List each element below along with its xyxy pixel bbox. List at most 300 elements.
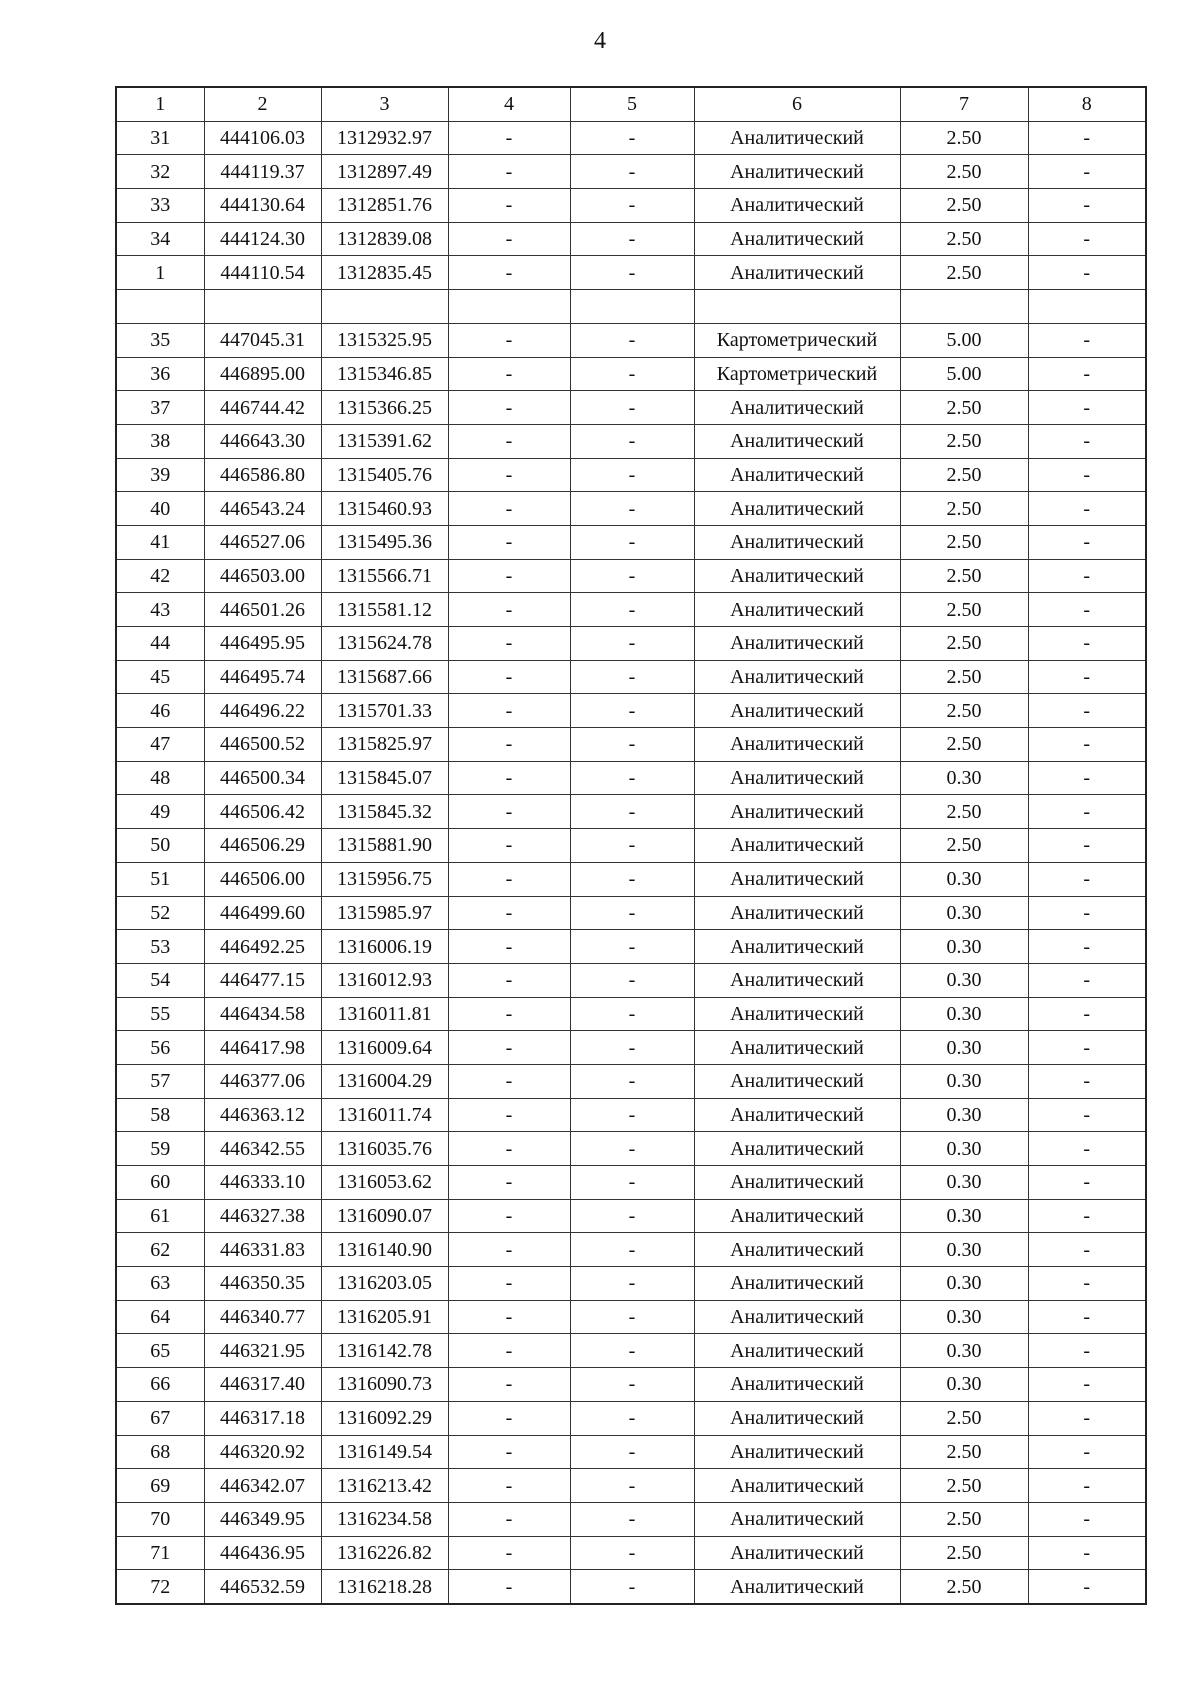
point-number-cell: 38 (116, 424, 204, 458)
accuracy-cell: 2.50 (900, 1435, 1028, 1469)
method-cell: Аналитический (694, 424, 900, 458)
accuracy-cell: 2.50 (900, 1401, 1028, 1435)
x-coordinate-cell: 446586.80 (204, 458, 321, 492)
method-cell: Аналитический (694, 121, 900, 155)
column-4-cell: - (448, 862, 570, 896)
x-coordinate-cell: 444110.54 (204, 256, 321, 290)
y-coordinate-cell: 1316149.54 (321, 1435, 448, 1469)
point-number-cell: 63 (116, 1267, 204, 1301)
accuracy-cell: 0.30 (900, 1233, 1028, 1267)
y-coordinate-cell: 1315405.76 (321, 458, 448, 492)
accuracy-cell: 2.50 (900, 256, 1028, 290)
point-number-cell: 68 (116, 1435, 204, 1469)
column-8-cell: - (1028, 1435, 1146, 1469)
column-5-cell: - (570, 1064, 694, 1098)
table-row (116, 1502, 1146, 1536)
column-8-cell: - (1028, 728, 1146, 762)
method-cell: Аналитический (694, 728, 900, 762)
point-number-cell: 59 (116, 1132, 204, 1166)
column-4-cell: - (448, 424, 570, 458)
x-coordinate-cell: 446436.95 (204, 1536, 321, 1570)
column-8-cell: - (1028, 391, 1146, 425)
method-cell: Аналитический (694, 458, 900, 492)
accuracy-cell: 2.50 (900, 121, 1028, 155)
x-coordinate-cell: 446501.26 (204, 593, 321, 627)
column-8-cell: - (1028, 862, 1146, 896)
column-4-cell: - (448, 694, 570, 728)
y-coordinate-cell: 1316203.05 (321, 1267, 448, 1301)
accuracy-cell: 2.50 (900, 155, 1028, 189)
accuracy-cell: 2.50 (900, 728, 1028, 762)
accuracy-cell (900, 290, 1028, 324)
column-4-cell: - (448, 1132, 570, 1166)
x-coordinate-cell: 446500.34 (204, 761, 321, 795)
y-coordinate-cell: 1315825.97 (321, 728, 448, 762)
accuracy-cell: 0.30 (900, 1199, 1028, 1233)
x-coordinate-cell: 446327.38 (204, 1199, 321, 1233)
column-header: 1 (116, 87, 204, 121)
accuracy-cell: 2.50 (900, 593, 1028, 627)
table-row (116, 1300, 1146, 1334)
column-4-cell: - (448, 357, 570, 391)
x-coordinate-cell: 446377.06 (204, 1064, 321, 1098)
accuracy-cell: 0.30 (900, 1334, 1028, 1368)
method-cell: Аналитический (694, 1502, 900, 1536)
column-header: 6 (694, 87, 900, 121)
accuracy-cell: 0.30 (900, 1064, 1028, 1098)
y-coordinate-cell: 1315391.62 (321, 424, 448, 458)
x-coordinate-cell: 446495.74 (204, 660, 321, 694)
x-coordinate-cell: 446317.18 (204, 1401, 321, 1435)
x-coordinate-cell: 444119.37 (204, 155, 321, 189)
point-number-cell: 70 (116, 1502, 204, 1536)
column-header: 4 (448, 87, 570, 121)
column-8-cell: - (1028, 323, 1146, 357)
y-coordinate-cell: 1315624.78 (321, 627, 448, 661)
method-cell: Аналитический (694, 1064, 900, 1098)
y-coordinate-cell: 1312839.08 (321, 222, 448, 256)
method-cell: Аналитический (694, 1469, 900, 1503)
accuracy-cell: 2.50 (900, 391, 1028, 425)
method-cell: Аналитический (694, 1435, 900, 1469)
table-row (116, 1031, 1146, 1065)
column-5-cell: - (570, 155, 694, 189)
table-body (116, 121, 1146, 1604)
table-row (116, 1401, 1146, 1435)
y-coordinate-cell: 1315566.71 (321, 559, 448, 593)
point-number-cell: 44 (116, 627, 204, 661)
column-header: 3 (321, 87, 448, 121)
column-5-cell: - (570, 728, 694, 762)
column-8-cell: - (1028, 121, 1146, 155)
point-number-cell: 64 (116, 1300, 204, 1334)
table-row (116, 424, 1146, 458)
method-cell: Аналитический (694, 930, 900, 964)
table-row (116, 1469, 1146, 1503)
column-4-cell: - (448, 1435, 570, 1469)
table-row (116, 694, 1146, 728)
point-number-cell: 52 (116, 896, 204, 930)
column-5-cell: - (570, 189, 694, 223)
y-coordinate-cell: 1312851.76 (321, 189, 448, 223)
accuracy-cell: 2.50 (900, 458, 1028, 492)
table-row (116, 1233, 1146, 1267)
column-5-cell: - (570, 829, 694, 863)
column-5-cell: - (570, 391, 694, 425)
column-8-cell: - (1028, 1166, 1146, 1200)
column-8-cell: - (1028, 930, 1146, 964)
column-header: 8 (1028, 87, 1146, 121)
column-4-cell: - (448, 525, 570, 559)
column-4-cell: - (448, 155, 570, 189)
column-4-cell: - (448, 1031, 570, 1065)
column-4-cell: - (448, 1334, 570, 1368)
y-coordinate-cell: 1316011.81 (321, 997, 448, 1031)
column-8-cell: - (1028, 593, 1146, 627)
column-4-cell: - (448, 627, 570, 661)
method-cell: Аналитический (694, 1267, 900, 1301)
table-row (116, 525, 1146, 559)
method-cell: Аналитический (694, 1098, 900, 1132)
point-number-cell: 54 (116, 963, 204, 997)
y-coordinate-cell: 1315581.12 (321, 593, 448, 627)
column-4-cell: - (448, 1469, 570, 1503)
point-number-cell: 71 (116, 1536, 204, 1570)
column-5-cell: - (570, 1031, 694, 1065)
table-row (116, 492, 1146, 526)
column-4-cell: - (448, 256, 570, 290)
point-number-cell: 69 (116, 1469, 204, 1503)
column-5-cell: - (570, 694, 694, 728)
column-4-cell: - (448, 1300, 570, 1334)
method-cell: Аналитический (694, 829, 900, 863)
column-4-cell: - (448, 1502, 570, 1536)
table-row (116, 1435, 1146, 1469)
method-cell: Аналитический (694, 222, 900, 256)
x-coordinate-cell: 446496.22 (204, 694, 321, 728)
accuracy-cell: 0.30 (900, 1098, 1028, 1132)
column-8-cell: - (1028, 1469, 1146, 1503)
column-4-cell: - (448, 997, 570, 1031)
point-number-cell: 55 (116, 997, 204, 1031)
column-5-cell: - (570, 1199, 694, 1233)
x-coordinate-cell: 446506.00 (204, 862, 321, 896)
column-4-cell: - (448, 1233, 570, 1267)
table-row (116, 761, 1146, 795)
x-coordinate-cell: 447045.31 (204, 323, 321, 357)
column-5-cell: - (570, 930, 694, 964)
column-4-cell: - (448, 728, 570, 762)
column-5-cell: - (570, 1401, 694, 1435)
column-8-cell: - (1028, 458, 1146, 492)
y-coordinate-cell: 1315460.93 (321, 492, 448, 526)
column-4-cell: - (448, 1166, 570, 1200)
y-coordinate-cell: 1316035.76 (321, 1132, 448, 1166)
column-5-cell: - (570, 525, 694, 559)
accuracy-cell: 2.50 (900, 829, 1028, 863)
method-cell: Аналитический (694, 189, 900, 223)
accuracy-cell: 0.30 (900, 862, 1028, 896)
column-4-cell: - (448, 896, 570, 930)
column-4-cell: - (448, 1368, 570, 1402)
column-5-cell: - (570, 862, 694, 896)
column-4-cell: - (448, 1401, 570, 1435)
y-coordinate-cell: 1316142.78 (321, 1334, 448, 1368)
table-row (116, 290, 1146, 324)
column-8-cell: - (1028, 1233, 1146, 1267)
column-4-cell: - (448, 458, 570, 492)
method-cell: Аналитический (694, 862, 900, 896)
y-coordinate-cell: 1315325.95 (321, 323, 448, 357)
method-cell: Аналитический (694, 1334, 900, 1368)
method-cell: Аналитический (694, 896, 900, 930)
column-5-cell: - (570, 963, 694, 997)
column-header: 7 (900, 87, 1028, 121)
x-coordinate-cell: 446331.83 (204, 1233, 321, 1267)
column-5-cell: - (570, 1502, 694, 1536)
accuracy-cell: 2.50 (900, 660, 1028, 694)
point-number-cell: 42 (116, 559, 204, 593)
x-coordinate-cell (204, 290, 321, 324)
column-4-cell: - (448, 660, 570, 694)
column-5-cell: - (570, 1300, 694, 1334)
x-coordinate-cell: 444124.30 (204, 222, 321, 256)
column-4-cell: - (448, 930, 570, 964)
method-cell: Аналитический (694, 1368, 900, 1402)
column-8-cell: - (1028, 1098, 1146, 1132)
point-number-cell: 36 (116, 357, 204, 391)
column-8-cell: - (1028, 1502, 1146, 1536)
table-row (116, 1166, 1146, 1200)
table-row (116, 458, 1146, 492)
column-4-cell: - (448, 829, 570, 863)
method-cell: Аналитический (694, 761, 900, 795)
table-row (116, 660, 1146, 694)
accuracy-cell: 0.30 (900, 1300, 1028, 1334)
method-cell: Аналитический (694, 525, 900, 559)
accuracy-cell: 2.50 (900, 694, 1028, 728)
column-5-cell: - (570, 761, 694, 795)
column-8-cell: - (1028, 1536, 1146, 1570)
accuracy-cell: 2.50 (900, 1570, 1028, 1604)
table-row (116, 862, 1146, 896)
page-number: 4 (594, 28, 606, 54)
column-8-cell: - (1028, 525, 1146, 559)
column-4-cell: - (448, 795, 570, 829)
x-coordinate-cell: 444130.64 (204, 189, 321, 223)
method-cell: Аналитический (694, 1199, 900, 1233)
x-coordinate-cell: 446417.98 (204, 1031, 321, 1065)
column-8-cell: - (1028, 795, 1146, 829)
column-5-cell: - (570, 323, 694, 357)
accuracy-cell: 0.30 (900, 1368, 1028, 1402)
y-coordinate-cell: 1316011.74 (321, 1098, 448, 1132)
method-cell: Аналитический (694, 155, 900, 189)
point-number-cell: 47 (116, 728, 204, 762)
column-8-cell: - (1028, 1199, 1146, 1233)
column-4-cell: - (448, 761, 570, 795)
x-coordinate-cell: 446342.07 (204, 1469, 321, 1503)
accuracy-cell: 5.00 (900, 323, 1028, 357)
accuracy-cell: 0.30 (900, 997, 1028, 1031)
column-5-cell: - (570, 559, 694, 593)
x-coordinate-cell: 446643.30 (204, 424, 321, 458)
method-cell: Аналитический (694, 795, 900, 829)
accuracy-cell: 2.50 (900, 189, 1028, 223)
accuracy-cell: 0.30 (900, 761, 1028, 795)
x-coordinate-cell: 446320.92 (204, 1435, 321, 1469)
table-row (116, 391, 1146, 425)
column-8-cell: - (1028, 189, 1146, 223)
column-4-cell (448, 290, 570, 324)
point-number-cell: 1 (116, 256, 204, 290)
y-coordinate-cell: 1315845.07 (321, 761, 448, 795)
y-coordinate-cell: 1315956.75 (321, 862, 448, 896)
point-number-cell: 39 (116, 458, 204, 492)
accuracy-cell: 2.50 (900, 525, 1028, 559)
y-coordinate-cell: 1316092.29 (321, 1401, 448, 1435)
column-8-cell: - (1028, 896, 1146, 930)
point-number-cell: 56 (116, 1031, 204, 1065)
column-4-cell: - (448, 189, 570, 223)
column-8-cell: - (1028, 1334, 1146, 1368)
method-cell: Аналитический (694, 963, 900, 997)
point-number-cell (116, 290, 204, 324)
method-cell: Аналитический (694, 391, 900, 425)
table-row (116, 155, 1146, 189)
table-row (116, 1334, 1146, 1368)
column-8-cell: - (1028, 660, 1146, 694)
table-row (116, 829, 1146, 863)
column-8-cell: - (1028, 1267, 1146, 1301)
table-row (116, 1199, 1146, 1233)
column-5-cell: - (570, 1368, 694, 1402)
method-cell: Аналитический (694, 1233, 900, 1267)
y-coordinate-cell: 1316012.93 (321, 963, 448, 997)
y-coordinate-cell: 1315687.66 (321, 660, 448, 694)
y-coordinate-cell: 1316009.64 (321, 1031, 448, 1065)
x-coordinate-cell: 444106.03 (204, 121, 321, 155)
point-number-cell: 41 (116, 525, 204, 559)
x-coordinate-cell: 446495.95 (204, 627, 321, 661)
x-coordinate-cell: 446477.15 (204, 963, 321, 997)
column-5-cell: - (570, 1536, 694, 1570)
column-5-cell: - (570, 997, 694, 1031)
point-number-cell: 49 (116, 795, 204, 829)
method-cell: Аналитический (694, 694, 900, 728)
column-4-cell: - (448, 1064, 570, 1098)
table-row (116, 593, 1146, 627)
x-coordinate-cell: 446500.52 (204, 728, 321, 762)
point-number-cell: 57 (116, 1064, 204, 1098)
column-8-cell: - (1028, 1132, 1146, 1166)
x-coordinate-cell: 446321.95 (204, 1334, 321, 1368)
y-coordinate-cell: 1312835.45 (321, 256, 448, 290)
x-coordinate-cell: 446333.10 (204, 1166, 321, 1200)
method-cell: Картометрический (694, 323, 900, 357)
point-number-cell: 34 (116, 222, 204, 256)
method-cell: Аналитический (694, 256, 900, 290)
accuracy-cell: 0.30 (900, 896, 1028, 930)
point-number-cell: 33 (116, 189, 204, 223)
method-cell: Аналитический (694, 1570, 900, 1604)
column-5-cell: - (570, 1098, 694, 1132)
point-number-cell: 61 (116, 1199, 204, 1233)
point-number-cell: 37 (116, 391, 204, 425)
column-5-cell: - (570, 1267, 694, 1301)
column-4-cell: - (448, 559, 570, 593)
table-row (116, 930, 1146, 964)
column-8-cell: - (1028, 222, 1146, 256)
column-4-cell: - (448, 391, 570, 425)
accuracy-cell: 2.50 (900, 1536, 1028, 1570)
column-8-cell: - (1028, 357, 1146, 391)
x-coordinate-cell: 446317.40 (204, 1368, 321, 1402)
table-row (116, 1064, 1146, 1098)
accuracy-cell: 2.50 (900, 424, 1028, 458)
column-4-cell: - (448, 593, 570, 627)
point-number-cell: 51 (116, 862, 204, 896)
table-row (116, 1098, 1146, 1132)
y-coordinate-cell: 1315346.85 (321, 357, 448, 391)
point-number-cell: 50 (116, 829, 204, 863)
column-5-cell: - (570, 357, 694, 391)
table-row (116, 728, 1146, 762)
y-coordinate-cell: 1315366.25 (321, 391, 448, 425)
x-coordinate-cell: 446350.35 (204, 1267, 321, 1301)
column-5-cell: - (570, 1233, 694, 1267)
x-coordinate-cell: 446503.00 (204, 559, 321, 593)
accuracy-cell: 2.50 (900, 1502, 1028, 1536)
point-number-cell: 46 (116, 694, 204, 728)
accuracy-cell: 2.50 (900, 627, 1028, 661)
method-cell: Аналитический (694, 660, 900, 694)
point-number-cell: 40 (116, 492, 204, 526)
method-cell: Аналитический (694, 1166, 900, 1200)
y-coordinate-cell: 1315701.33 (321, 694, 448, 728)
y-coordinate-cell: 1316226.82 (321, 1536, 448, 1570)
method-cell: Аналитический (694, 559, 900, 593)
table-row (116, 121, 1146, 155)
method-cell: Аналитический (694, 1132, 900, 1166)
accuracy-cell: 2.50 (900, 222, 1028, 256)
y-coordinate-cell: 1316053.62 (321, 1166, 448, 1200)
accuracy-cell: 5.00 (900, 357, 1028, 391)
y-coordinate-cell: 1316205.91 (321, 1300, 448, 1334)
column-8-cell: - (1028, 424, 1146, 458)
column-4-cell: - (448, 121, 570, 155)
column-8-cell: - (1028, 559, 1146, 593)
column-5-cell: - (570, 492, 694, 526)
column-5-cell: - (570, 1334, 694, 1368)
column-5-cell: - (570, 627, 694, 661)
x-coordinate-cell: 446527.06 (204, 525, 321, 559)
point-number-cell: 32 (116, 155, 204, 189)
point-number-cell: 66 (116, 1368, 204, 1402)
column-4-cell: - (448, 222, 570, 256)
column-5-cell: - (570, 593, 694, 627)
column-5-cell (570, 290, 694, 324)
method-cell: Картометрический (694, 357, 900, 391)
accuracy-cell: 0.30 (900, 1132, 1028, 1166)
accuracy-cell: 2.50 (900, 795, 1028, 829)
point-number-cell: 53 (116, 930, 204, 964)
column-8-cell: - (1028, 155, 1146, 189)
y-coordinate-cell: 1312897.49 (321, 155, 448, 189)
y-coordinate-cell: 1316140.90 (321, 1233, 448, 1267)
x-coordinate-cell: 446349.95 (204, 1502, 321, 1536)
y-coordinate-cell: 1312932.97 (321, 121, 448, 155)
